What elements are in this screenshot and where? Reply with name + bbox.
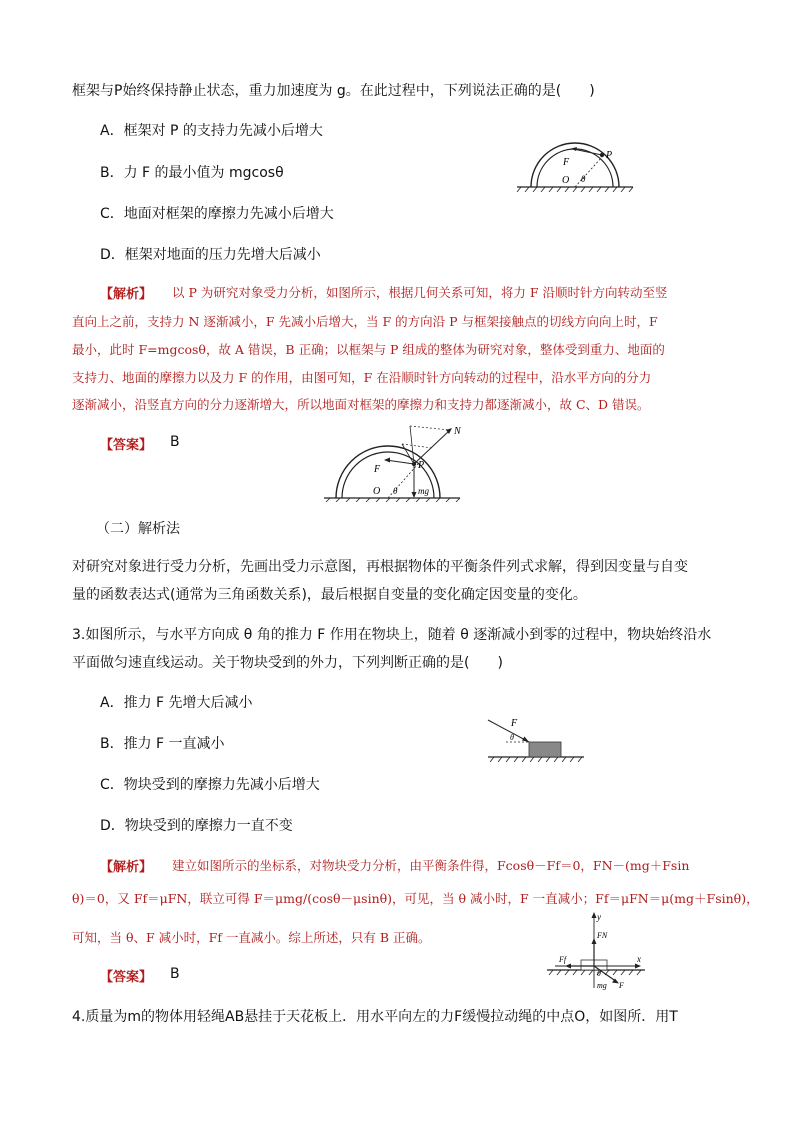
q4-stem-line: 4.质量为m的物体用轻绳AB悬挂于天花板上．用水平向左的力F缓慢拉动绳的中点O，如图所．用T [72, 1009, 678, 1025]
q2-option-a: A．框架对 P 的支持力先减小后增大 [100, 123, 323, 139]
fig4-label-fn: FN [597, 931, 608, 940]
fig2-label-p: P [418, 460, 425, 471]
fig2-label-n: N [454, 426, 461, 437]
q2-figure-force-diagram [322, 420, 462, 502]
fig1-label-p: P [606, 150, 613, 161]
section-paragraph-line: 量的函数表达式(通常为三角函数关系)，最后根据自变量的变化确定因变量的变化。 [72, 587, 587, 603]
fig4-label-ff: Ff [559, 955, 567, 964]
fig4-label-f: F [619, 981, 624, 990]
fig4-label-y: y [597, 912, 601, 922]
fig2-label-o: O [373, 486, 381, 497]
q3-figure-block [486, 712, 586, 764]
fig4-label-mg: mg [597, 981, 607, 990]
q2-option-d: D．框架对地面的压力先增大后减小 [100, 247, 321, 263]
q2-figure-frame [515, 135, 635, 195]
fig3-label-f: F [511, 718, 518, 729]
q3-answer-tag: 【答案】 [100, 970, 153, 985]
q3-option-c: C．物块受到的摩擦力先减小后增大 [100, 777, 320, 793]
section-paragraph-line: 对研究对象进行受力分析，先画出受力示意图，再根据物体的平衡条件列式求解，得到因变量与自变 [72, 559, 688, 575]
q2-analysis-tag: 【解析】 [100, 287, 153, 302]
q3-analysis-line: 可知，当 θ、F 减小时，Ff 一直减小。综上所述，只有 B 正确。 [72, 930, 431, 945]
q2-analysis-line: 最小，此时 F=mgcosθ，故 A 错误，B 正确；以框架与 P 组成的整体为研究对象，整体受到重力、地面的 [72, 342, 665, 357]
q3-analysis-line: θ)＝0，又 Ff＝μFN，联立可得 F＝μmg/(cosθ－μsinθ)，可见，当 θ 减小时，F 一直减小；Ff＝μFN＝μ(mg＋Fsinθ)， [72, 891, 759, 906]
q3-stem-line: 3.如图所示，与水平方向成 θ 角的推力 F 作用在物块上，随着 θ 逐渐减小到零的过程中，物块始终沿水 [72, 627, 712, 643]
fig1-label-f: F [563, 157, 570, 168]
q3-stem-line: 平面做匀速直线运动。关于物块受到的外力，下列判断正确的是( ) [72, 655, 503, 671]
fig2-label-mg: mg [418, 486, 429, 496]
section-heading: （二）解析法 [96, 521, 180, 537]
q3-answer: B [170, 966, 180, 982]
q2-analysis-line: 以 P 为研究对象受力分析，如图所示，根据几何关系可知，将力 F 沿顺时针方向转动至竖 [172, 285, 668, 300]
fig2-label-theta: θ [393, 486, 398, 496]
q2-analysis-line: 逐渐减小，沿竖直方向的分力逐渐增大，所以地面对框架的摩擦力和支持力都逐渐减小，故 C、D 错误。 [72, 397, 650, 412]
q3-option-b: B．推力 F 一直减小 [100, 736, 225, 752]
q2-analysis-line: 直向上之前，支持力 N 逐渐减小，F 先减小后增大，当 F 的方向沿 P 与框架接触点的切线方向向上时，F [72, 314, 658, 329]
q3-analysis-line: 建立如图所示的坐标系，对物块受力分析，由平衡条件得，Fcosθ－Ff＝0，FN－(mg＋Fsin [172, 858, 690, 873]
q2-answer-tag: 【答案】 [100, 438, 153, 453]
fig4-label-theta: θ [597, 969, 601, 978]
q2-stem-tail: 框架与P始终保持静止状态，重力加速度为 g。在此过程中，下列说法正确的是( ) [72, 83, 595, 99]
fig4-label-x: x [637, 954, 641, 964]
q2-option-b: B．力 F 的最小值为 mgcosθ [100, 165, 284, 181]
q3-option-d: D．物块受到的摩擦力一直不变 [100, 818, 293, 834]
q3-option-a: A．推力 F 先增大后减小 [100, 695, 253, 711]
q3-figure-coordinate [545, 910, 650, 990]
q3-analysis-tag: 【解析】 [100, 860, 153, 875]
fig3-label-theta: θ [510, 733, 514, 742]
q2-analysis-line: 支持力、地面的摩擦力以及力 F 的作用，由图可知，F 在沿顺时针方向转动的过程中，沿水平方向的分力 [72, 370, 652, 385]
q2-answer: B [170, 434, 180, 450]
fig1-label-o: O [562, 175, 570, 186]
fig2-label-f: F [374, 464, 381, 475]
fig1-label-theta: θ [581, 174, 586, 184]
q2-option-c: C．地面对框架的摩擦力先减小后增大 [100, 206, 334, 222]
